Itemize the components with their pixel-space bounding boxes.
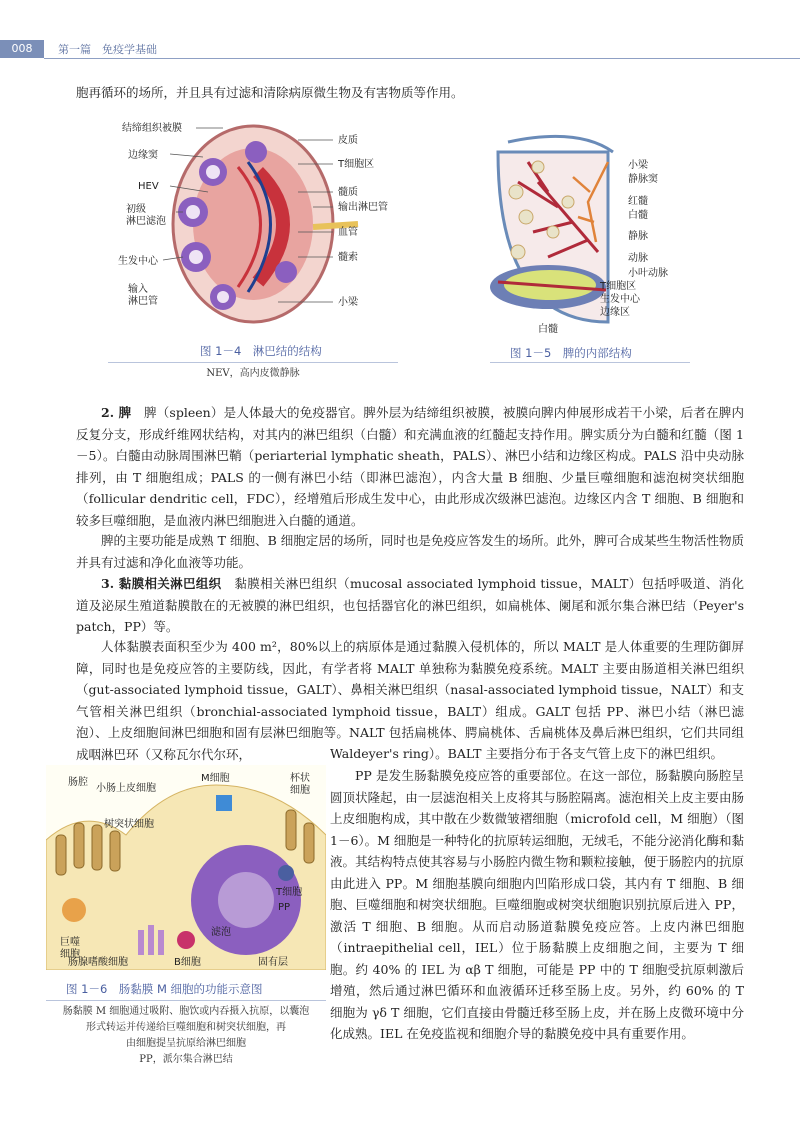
section-2-text: 脾（spleen）是人体最大的免疫器官。脾外层为结缔组织被膜，被膜向脾内伸展形成若干小梁，后者在脾内反复分支，形成纤维网状结构，对其内的淋巴组织（白髓）和充满血液的红髓起支持作用。脾实质分为白髓和红髓（图 1－5）。白髓由动脉周围淋巴鞘（periarterial lymphatic sheath，PALS）、淋巴小结和边缘区构成。PALS 沿中央动脉排列，由 T 细胞组成；PALS 的一侧有淋巴小结（即淋巴滤泡），内含大量 B 细胞、少量巨噬细胞和滤泡树突状细胞（follicular dendritic cell，FDC），经增殖后形成生发中心，由此形成次级淋巴滤泡。边缘区内含 T 细胞、B 细胞和较多巨噬细胞，是血液内淋巴细胞进入白髓的通道。	[76, 405, 744, 528]
section-2-heading: 2. 脾	[101, 405, 132, 420]
label-cortex: 皮质	[338, 135, 358, 146]
label-b-cell: B细胞	[174, 957, 201, 968]
section-2-paragraph-2: 脾的主要功能是成熟 T 细胞、B 细胞定居的场所，同时也是免疫应答发生的场所。此外，脾可合成某些生物活性物质并具有过滤和净化血液等功能。	[76, 533, 744, 570]
label-primary-follicle: 初级淋巴滤泡	[126, 204, 166, 227]
label-lamina: 固有层	[258, 957, 288, 968]
label-afferent: 输入淋巴管	[128, 284, 158, 307]
label-spleen-t-zone: T细胞区	[600, 281, 637, 292]
label-spleen-germinal: 生发中心	[600, 294, 640, 305]
section-3-paragraph-2-tail: Waldeyer's ring）。BALT 主要指分布于各支气管上皮下的淋巴组织。	[330, 746, 723, 761]
figure-1-6-note-line: 肠黏膜 M 细胞通过吸附、胞饮或内吞摄入抗原，以囊泡	[62, 1006, 310, 1017]
section-3-paragraph-2: 人体黏膜表面积至少为 400 m²，80%以上的病原体是通过黏膜入侵机体的，所以 MALT 是人体重要的生理防御屏障，同时也是免疫应答的主要防线，因此，有学者将 MALT 单独称为黏膜免疫系统。MALT 主要由肠道相关淋巴组织（gut-associated lymphoid tissue，GALT）、鼻相关淋巴组织（nasal-associated lymphoid tissue，NALT）和支气管相关淋巴组织（bronchial-associated lymphoid tissue，BALT）组成。GALT 包括 PP、淋巴小结（淋巴滤泡）、上皮细胞间淋巴细胞和固有层淋巴细胞等。NALT 包括扁桃体、腭扁桃体、舌扁桃体及鼻后淋巴组织，它们共同组成咽淋巴环（又称瓦尔代尔环，	[76, 639, 744, 762]
section-3-paragraph	[76, 573, 744, 638]
figure-1-6-note-line: PP，派尔集合淋巴结	[139, 1054, 233, 1065]
intro-line: 胞再循环的场所，并且具有过滤和清除病原微生物及有害物质等作用。	[76, 85, 464, 100]
lymph-node-labels	[108, 112, 418, 337]
section-3-text: 黏膜相关淋巴组织（mucosal associated lymphoid tissue，MALT）包括呼吸道、消化道及泌尿生殖道黏膜散在的无被膜的淋巴组织，也包括器官化的淋巴组织，如扁桃体、阑尾和派尔集合淋巴结（Peyer's patch，PP）等。	[76, 576, 744, 634]
figure-1-6-note	[46, 1004, 326, 1068]
figure-1-4-caption: 图 1－4 淋巴结的结构	[200, 344, 322, 358]
label-capsule: 结缔组织被膜	[122, 123, 182, 134]
caption-rule-1-6	[46, 1000, 326, 1001]
label-hev: HEV	[138, 181, 159, 192]
label-germinal-center: 生发中心	[118, 256, 158, 267]
label-white-pulp: 白髓	[628, 210, 648, 221]
figure-1-6-note-line: 形式转运并传递给巨噬细胞和树突状细胞，再	[86, 1022, 286, 1033]
figure-m-cell	[46, 765, 326, 970]
page-header	[0, 40, 800, 60]
spleen-labels	[478, 122, 698, 337]
label-macrophage: 巨噬细胞	[60, 937, 80, 960]
label-paneth: 肠腺嗜酸细胞	[68, 957, 128, 968]
label-spleen-sinus: 静脉窦	[628, 174, 658, 185]
caption-rule-1-5	[490, 362, 690, 363]
label-medulla: 髓质	[338, 187, 358, 198]
label-t-cell: T细胞	[276, 887, 303, 898]
m-cell-labels	[46, 765, 326, 970]
label-vein: 静脉	[628, 231, 648, 242]
label-marginal-zone: 边缘区	[600, 307, 630, 318]
figure-1-6-caption: 图 1－6 肠黏膜 M 细胞的功能示意图	[66, 982, 263, 996]
figure-lymph-node	[108, 112, 418, 337]
label-arteriole: 小叶动脉	[628, 268, 668, 279]
label-lumen: 肠腔	[68, 777, 88, 788]
section-3-paragraph-3: PP 是发生肠黏膜免疫应答的重要部位。在这一部位，肠黏膜向肠腔呈圆顶状隆起，由一层滤泡相关上皮将其与肠腔隔离。滤泡相关上皮主要由肠上皮细胞构成，其中散在少数微皱褶细胞（microfold cell，M 细胞）（图 1－6）。M 细胞是一种特化的抗原转运细胞，无绒毛，不能分泌消化酶和黏液。其结构特点使其容易与小肠腔内微生物和颗粒接触，便于肠腔内的抗原由此进入 PP。M 细胞基膜向细胞内凹陷形成口袋，其内有 T 细胞、B 细胞、巨噬细胞和树突状细胞。巨噬细胞或树突状细胞识别抗原后进入 PP，激活 T 细胞、B 细胞。从而启动肠道黏膜免疫应答。上皮内淋巴细胞（intraepithelial cell，IEL）位于肠黏膜上皮细胞之间，主要为 T 细胞。约 40% 的 IEL 为 αβ T 细胞，可能是 PP 中的 T 细胞受抗原刺激后增殖，然后通过淋巴循环和血液循环迁移至肠上皮。另外，约 60% 的 T 细胞为 γδ T 细胞，它们直接由骨髓迁移至肠上皮，并在肠上皮微环境中分化成熟。IEL 在免疫监视和细胞介导的黏膜免疫中具有重要作用。	[330, 768, 744, 1041]
caption-rule-1-4	[108, 362, 398, 363]
label-follicle: 滤泡	[211, 927, 231, 938]
label-pp: PP	[278, 902, 291, 913]
label-artery: 动脉	[628, 253, 648, 264]
label-trabecula: 小梁	[338, 297, 358, 308]
label-efferent: 输出淋巴管	[338, 202, 388, 213]
figure-1-6-note-line: 由细胞提呈抗原给淋巴细胞	[126, 1038, 246, 1049]
label-t-zone: T细胞区	[338, 159, 375, 170]
label-red-pulp: 红髓	[628, 196, 648, 207]
figure-1-5-caption: 图 1－5 脾的内部结构	[510, 346, 632, 360]
label-dendritic: 树突状细胞	[104, 819, 154, 830]
label-sinus: 边缘窦	[128, 150, 158, 161]
page-number: 008	[0, 40, 44, 58]
label-vessel: 血管	[338, 227, 358, 238]
label-m-cell: M细胞	[201, 773, 230, 784]
label-spleen-trabecula: 小梁	[628, 160, 648, 171]
label-goblet: 杯状细胞	[290, 773, 310, 796]
figure-spleen	[478, 122, 698, 337]
header-rule	[44, 58, 800, 59]
label-white-pulp-bottom: 白髓	[538, 324, 558, 335]
section-2-paragraph	[76, 402, 744, 531]
section-3-heading: 3. 黏膜相关淋巴组织	[101, 576, 222, 591]
label-medullary-cord: 髓索	[338, 252, 358, 263]
figure-1-4-note: NEV，高内皮微静脉	[206, 368, 300, 379]
running-head: 第一篇 免疫学基础	[58, 43, 157, 56]
label-enterocyte: 小肠上皮细胞	[96, 783, 156, 794]
